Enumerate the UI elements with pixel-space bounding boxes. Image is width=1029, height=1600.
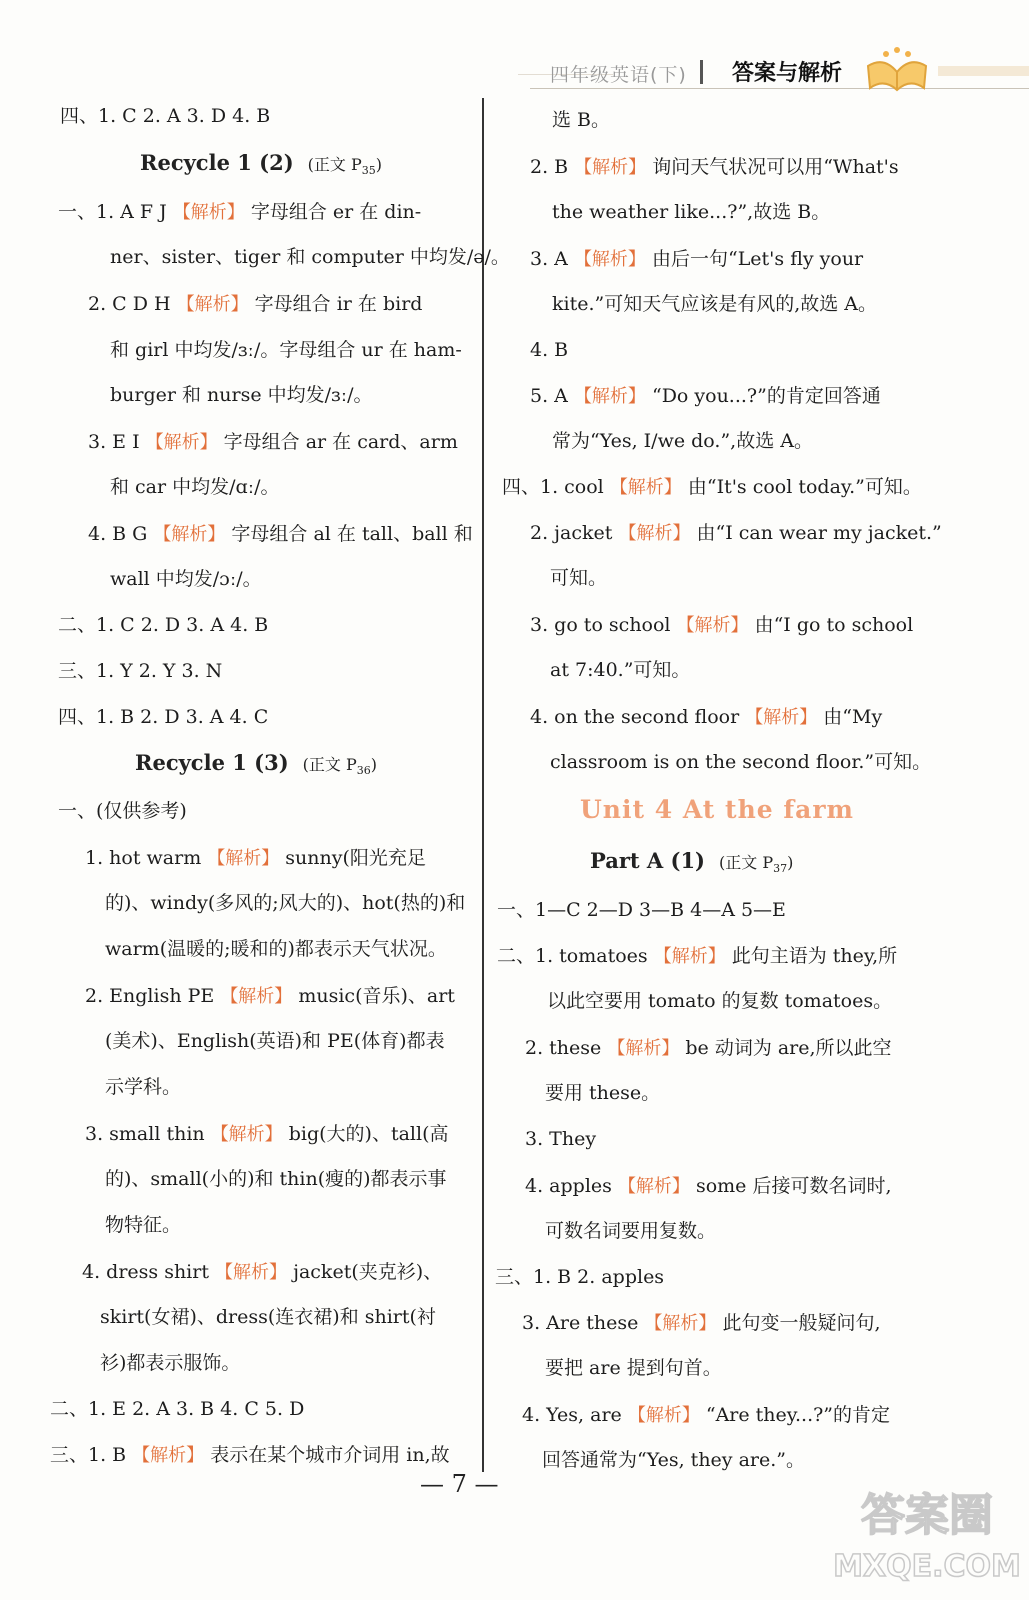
page-number: — 7 — bbox=[420, 1470, 499, 1498]
answer-line: 和 girl 中均发/ɜː/。字母组合 ur 在 ham- bbox=[110, 339, 462, 361]
answer-line: 2. C D H 【解析】 字母组合 ir 在 bird bbox=[88, 293, 423, 315]
answer-line: 2. B 【解析】 询问天气状况可以用“What's bbox=[530, 156, 899, 178]
answer-line: 可数名词要用复数。 bbox=[545, 1220, 717, 1242]
answer-line: 的)、small(小的)和 thin(瘦的)都表示事 bbox=[105, 1168, 447, 1190]
answer-line: classroom is on the second floor.”可知。 bbox=[550, 751, 932, 773]
answer-line: 三、1. B 【解析】 表示在某个城市介词用 in,故 bbox=[50, 1444, 450, 1466]
answer-line: 四、1. B 2. D 3. A 4. C bbox=[58, 706, 269, 728]
analysis-tag: 【解析】 bbox=[176, 294, 249, 315]
answer-line: 5. A 【解析】 “Do you...?”的肯定回答通 bbox=[530, 385, 881, 407]
header-grade: 四年级英语(下) bbox=[550, 64, 687, 86]
running-header bbox=[510, 52, 1029, 96]
answer-line: 1. hot warm 【解析】 sunny(阳光充足 bbox=[85, 847, 426, 869]
analysis-tag: 【解析】 bbox=[207, 848, 280, 869]
answer-line: (美术)、English(英语)和 PE(体育)都表 bbox=[105, 1030, 445, 1052]
answer-line: 3. go to school 【解析】 由“I go to school bbox=[530, 614, 914, 636]
section-heading-recycle-3 bbox=[135, 750, 377, 777]
answer-line: 的)、windy(多风的;风大的)、hot(热的)和 bbox=[105, 892, 466, 914]
header-rule bbox=[530, 88, 1029, 89]
answer-line: 三、1. B 2. apples bbox=[495, 1266, 665, 1288]
analysis-tag: 【解析】 bbox=[220, 986, 293, 1007]
answer-line: skirt(女裙)、dress(连衣裙)和 shirt(衬 bbox=[100, 1306, 436, 1328]
analysis-tag: 【解析】 bbox=[618, 523, 691, 544]
answer-line: 4. B G 【解析】 字母组合 al 在 tall、ball 和 bbox=[88, 523, 473, 545]
analysis-tag: 【解析】 bbox=[573, 386, 646, 407]
answer-line: warm(温暖的;暖和的)都表示天气状况。 bbox=[105, 938, 447, 960]
answer-line: 一、(仅供参考) bbox=[58, 800, 187, 822]
answer-line: 4. Yes, are 【解析】 “Are they...?”的肯定 bbox=[522, 1404, 891, 1426]
answer-line: 3. Are these 【解析】 此句变一般疑问句, bbox=[522, 1312, 881, 1334]
analysis-tag: 【解析】 bbox=[172, 202, 245, 223]
answer-line: 2. jacket 【解析】 由“I can wear my jacket.” bbox=[530, 522, 942, 544]
answer-line: 二、1. E 2. A 3. B 4. C 5. D bbox=[50, 1398, 305, 1420]
answer-line: kite.”可知天气应该是有风的,故选 A。 bbox=[552, 293, 878, 315]
analysis-tag: 【解析】 bbox=[132, 1445, 205, 1466]
answer-line: 三、1. Y 2. Y 3. N bbox=[58, 660, 223, 682]
analysis-tag: 【解析】 bbox=[745, 707, 818, 728]
section-heading-recycle-2 bbox=[140, 150, 382, 177]
answer-line: 常为“Yes, I/we do.”,故选 A。 bbox=[552, 430, 813, 452]
analysis-tag: 【解析】 bbox=[573, 249, 646, 270]
answer-line: 一、1. A F J 【解析】 字母组合 er 在 din- bbox=[58, 201, 422, 223]
analysis-tag: 【解析】 bbox=[607, 1038, 680, 1059]
svg-text:答案圈: 答案圈 bbox=[861, 1490, 993, 1541]
answer-line: 回答通常为“Yes, they are.”。 bbox=[542, 1449, 805, 1471]
answer-line: 四、1. cool 【解析】 由“It's cool today.”可知。 bbox=[502, 476, 922, 498]
answer-line: 一、1—C 2—D 3—B 4—A 5—E bbox=[497, 899, 786, 921]
page-ref: (正文 $P_{35}$) bbox=[307, 155, 383, 178]
header-separator bbox=[700, 60, 703, 84]
answer-line: 4. B bbox=[530, 339, 569, 361]
page-ref: (正文 $P_{37}$) bbox=[719, 853, 794, 876]
answer-line: 物特征。 bbox=[105, 1214, 182, 1236]
svg-text:MXQE.COM: MXQE.COM bbox=[833, 1549, 1021, 1584]
answer-line: 3. They bbox=[525, 1128, 597, 1150]
section-title: Part A (1) bbox=[590, 848, 705, 873]
answer-line: 要用 these。 bbox=[545, 1082, 661, 1104]
answer-line: 以此空要用 tomato 的复数 tomatoes。 bbox=[547, 990, 893, 1012]
answer-line: ner、sister、tiger 和 computer 中均发/ə/。 bbox=[110, 246, 510, 268]
analysis-tag: 【解析】 bbox=[644, 1313, 717, 1334]
header-bar bbox=[938, 66, 1029, 76]
answer-line: 可知。 bbox=[550, 567, 608, 589]
section-heading-part-a bbox=[590, 848, 793, 875]
answer-line: 2. these 【解析】 be 动词为 are,所以此空 bbox=[525, 1037, 892, 1059]
column-divider bbox=[482, 98, 484, 1472]
analysis-tag: 【解析】 bbox=[676, 615, 749, 636]
answer-line: 二、1. C 2. D 3. A 4. B bbox=[58, 614, 269, 636]
answer-line: the weather like...?”,故选 B。 bbox=[552, 201, 831, 223]
watermark-logo bbox=[832, 1478, 1022, 1588]
answer-line: 3. E I 【解析】 字母组合 ar 在 card、arm bbox=[88, 431, 458, 453]
analysis-tag: 【解析】 bbox=[617, 1176, 690, 1197]
answer-line: 示学科。 bbox=[105, 1076, 182, 1098]
analysis-tag: 【解析】 bbox=[627, 1405, 700, 1426]
answer-line: burger 和 nurse 中均发/ɜː/。 bbox=[110, 384, 373, 406]
analysis-tag: 【解析】 bbox=[609, 477, 682, 498]
answer-line: 要把 are 提到句首。 bbox=[545, 1357, 722, 1379]
analysis-tag: 【解析】 bbox=[653, 946, 726, 967]
analysis-tag: 【解析】 bbox=[145, 432, 218, 453]
answer-line: 和 car 中均发/ɑː/。 bbox=[110, 476, 280, 498]
open-book-icon bbox=[862, 46, 932, 94]
answer-line: at 7:40.”可知。 bbox=[550, 659, 691, 681]
page-ref: (正文 $P_{36}$) bbox=[302, 755, 378, 778]
answer-line: 3. small thin 【解析】 big(大的)、tall(高 bbox=[85, 1123, 449, 1145]
header-title: 答案与解析 bbox=[732, 61, 843, 86]
section-title: Recycle 1 (3) bbox=[135, 750, 289, 775]
answer-line: 四、1. C 2. A 3. D 4. B bbox=[60, 105, 271, 127]
answer-line: 4. dress shirt 【解析】 jacket(夹克衫)、 bbox=[82, 1261, 443, 1283]
section-title: Recycle 1 (2) bbox=[140, 150, 294, 175]
analysis-tag: 【解析】 bbox=[574, 157, 647, 178]
analysis-tag: 【解析】 bbox=[215, 1262, 288, 1283]
answer-line: 二、1. tomatoes 【解析】 此句主语为 they,所 bbox=[497, 945, 898, 967]
analysis-tag: 【解析】 bbox=[210, 1124, 283, 1145]
answer-line: 2. English PE 【解析】 music(音乐)、art bbox=[85, 985, 455, 1007]
analysis-tag: 【解析】 bbox=[153, 524, 226, 545]
answer-line: 4. on the second floor 【解析】 由“My bbox=[530, 706, 883, 728]
answer-line: 衫)都表示服饰。 bbox=[100, 1352, 241, 1374]
answer-line: 4. apples 【解析】 some 后接可数名词时, bbox=[525, 1175, 892, 1197]
answer-line: wall 中均发/ɔː/。 bbox=[110, 568, 262, 590]
answer-line: 3. A 【解析】 由后一句“Let's fly your bbox=[530, 248, 864, 270]
answer-line: 选 B。 bbox=[552, 109, 611, 131]
unit-title: Unit 4 At the farm bbox=[580, 795, 854, 824]
